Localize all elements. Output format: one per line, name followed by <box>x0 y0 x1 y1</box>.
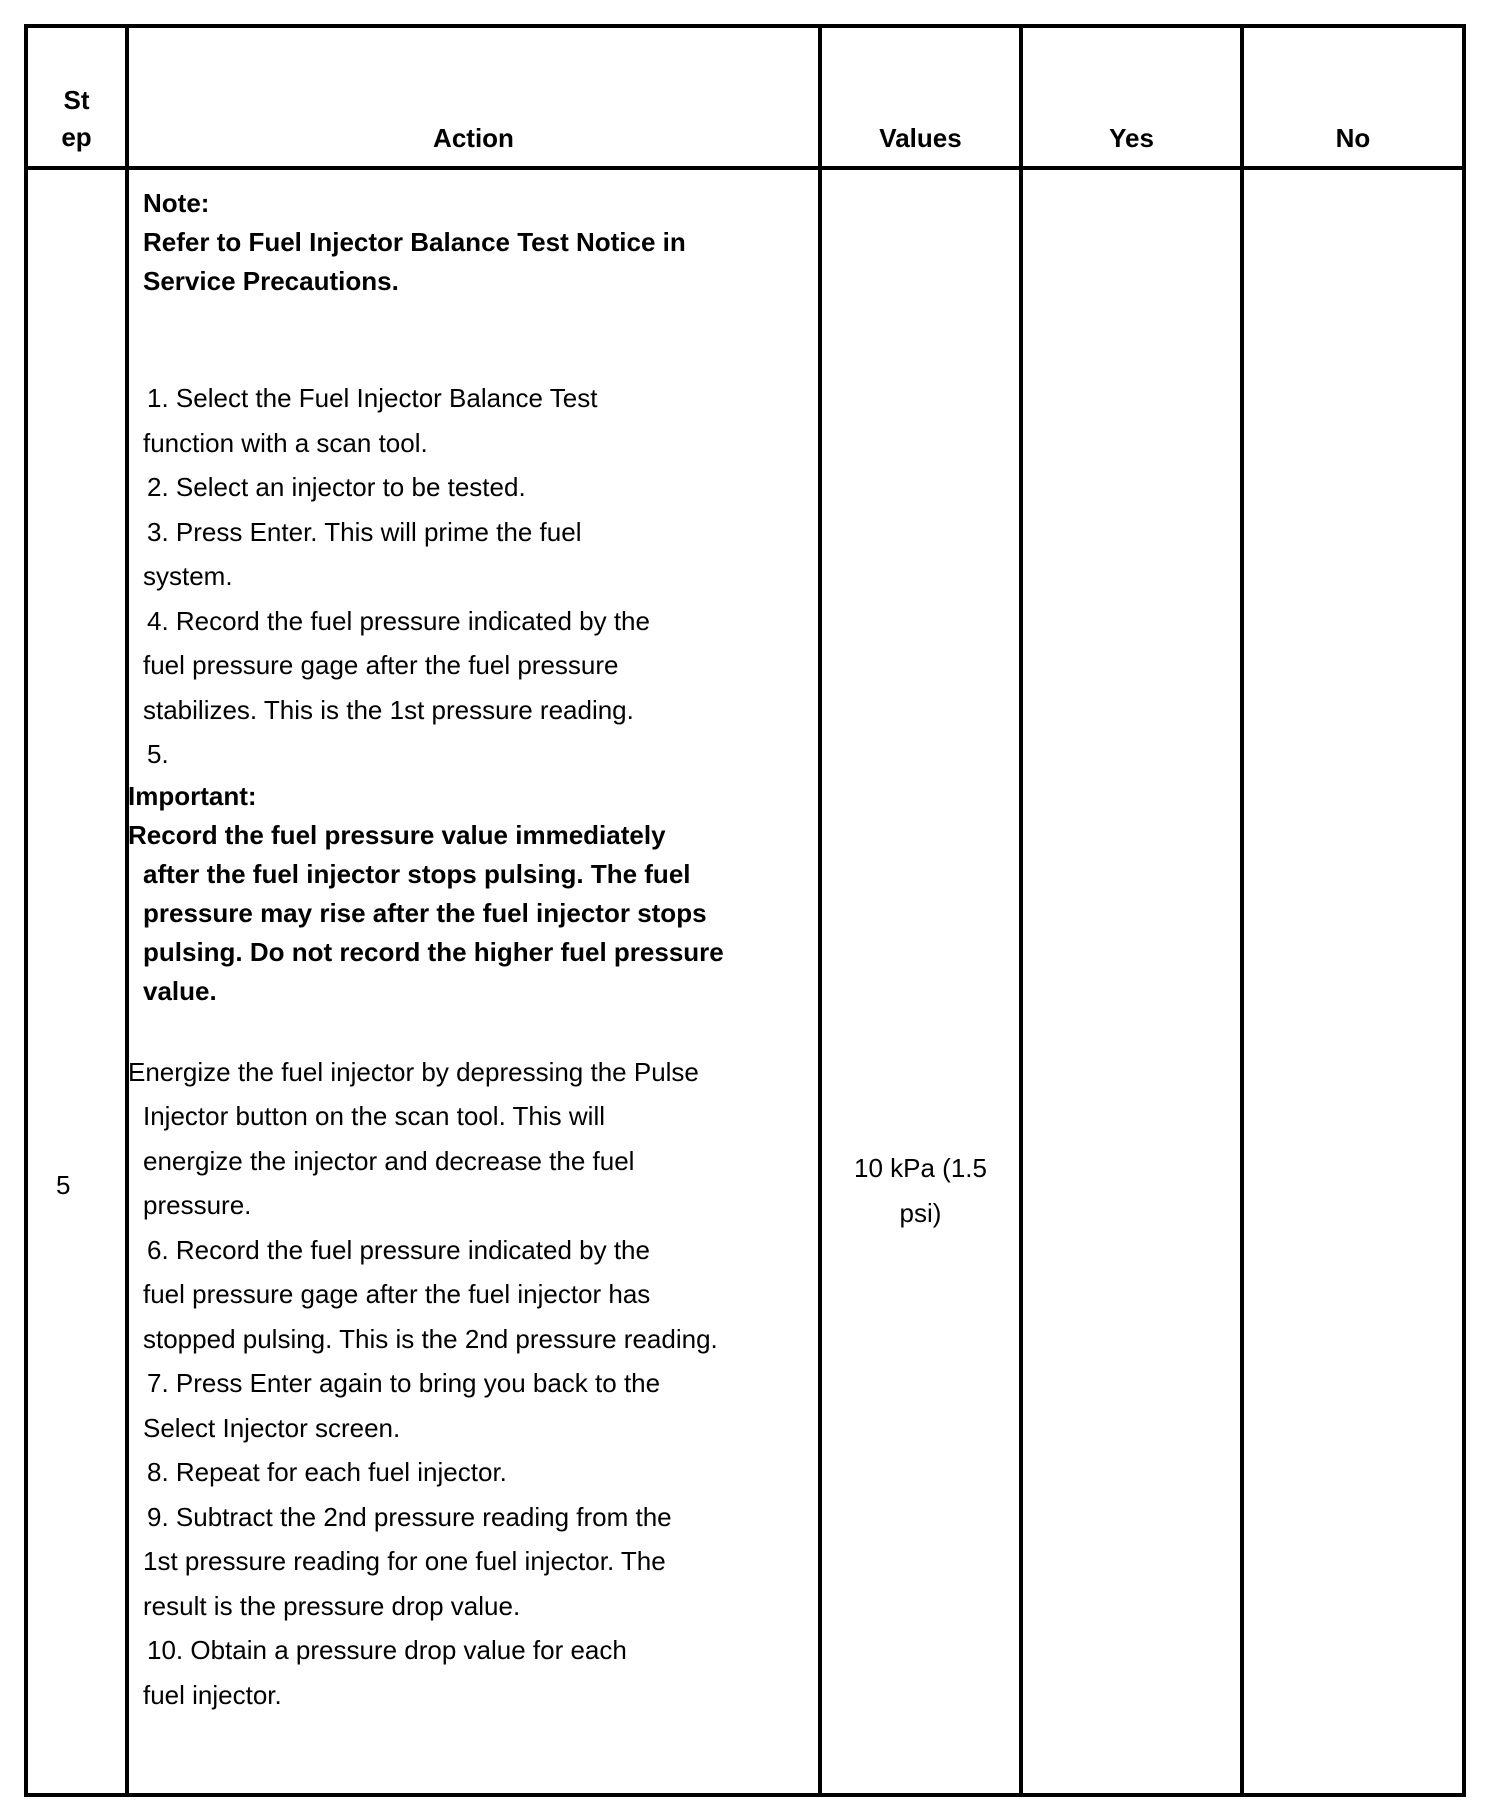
action-cell <box>128 184 828 1717</box>
step-line: stopped pulsing. This is the 2nd pressure reading. <box>143 1323 718 1354</box>
table-left-border <box>24 24 28 1797</box>
step-line: 3. Press Enter. This will prime the fuel <box>147 516 582 547</box>
value-line1: 10 kPa (1.5 <box>854 1153 987 1183</box>
note-text-line: Service Precautions. <box>143 266 399 296</box>
step-line: function with a scan tool. <box>143 427 428 458</box>
table-right-border <box>1462 24 1466 1797</box>
step-line: pressure. <box>143 1190 252 1220</box>
step-line: 9. Subtract the 2nd pressure reading from the <box>147 1501 672 1532</box>
header-step-line1: St <box>63 85 90 115</box>
header-bottom-border <box>24 166 1466 170</box>
step-line: Energize the fuel injector by depressing the Pulse <box>128 1056 699 1087</box>
step-line: stabilizes. This is the 1st pressure reading. <box>143 694 634 725</box>
col-divider-values <box>1019 24 1023 1797</box>
step-line: result is the pressure drop value. <box>143 1590 521 1621</box>
step-line: 1st pressure reading for one fuel injector. The <box>143 1546 666 1576</box>
header-action: Action <box>433 123 514 153</box>
step-line: 5. <box>147 739 169 769</box>
step-line: 4. Record the fuel pressure indicated by the <box>147 605 650 636</box>
important-text-line: pressure may rise after the fuel injector stops <box>143 897 707 928</box>
note-text-line: Refer to Fuel Injector Balance Test Notice in <box>143 227 686 257</box>
header-step <box>28 82 125 156</box>
step-line: 10. Obtain a pressure drop value for each <box>147 1635 627 1665</box>
step-line: Select Injector screen. <box>143 1412 401 1443</box>
important-text-line: pulsing. Do not record the higher fuel pressure <box>143 936 724 967</box>
step-line: 6. Record the fuel pressure indicated by the <box>147 1234 650 1265</box>
note-label: Note: <box>143 188 210 218</box>
step-line: 2. Select an injector to be tested. <box>147 472 526 502</box>
value-line2: psi) <box>899 1198 942 1228</box>
header-no: No <box>1335 123 1371 153</box>
header-yes: Yes <box>1109 123 1154 153</box>
important-text-line: value. <box>143 975 217 1006</box>
table-top-border <box>24 24 1466 28</box>
procedure-table <box>24 24 1466 1797</box>
step-line: fuel injector. <box>143 1679 282 1710</box>
header-step-line2: ep <box>61 122 92 152</box>
important-text-line: Record the fuel pressure value immediately <box>128 819 666 850</box>
step-line: Injector button on the scan tool. This will <box>143 1101 605 1131</box>
value-cell <box>822 1146 1019 1236</box>
header-values: Values <box>879 123 962 153</box>
col-divider-yes <box>1240 24 1244 1797</box>
step-line: fuel pressure gage after the fuel injector has <box>143 1279 651 1309</box>
step-line: energize the injector and decrease the fuel <box>143 1145 635 1176</box>
important-text-line: after the fuel injector stops pulsing. The fuel <box>143 858 691 889</box>
important-label: Important: <box>128 780 257 811</box>
step-line: fuel pressure gage after the fuel pressure <box>143 650 619 680</box>
step-line: system. <box>143 561 233 591</box>
step-line: 7. Press Enter again to bring you back to the <box>147 1368 661 1398</box>
step-number: 5 <box>56 1170 71 1200</box>
step-line: 1. Select the Fuel Injector Balance Test <box>147 383 598 413</box>
table-bottom-border <box>24 1793 1466 1797</box>
step-line: 8. Repeat for each fuel injector. <box>147 1457 507 1487</box>
